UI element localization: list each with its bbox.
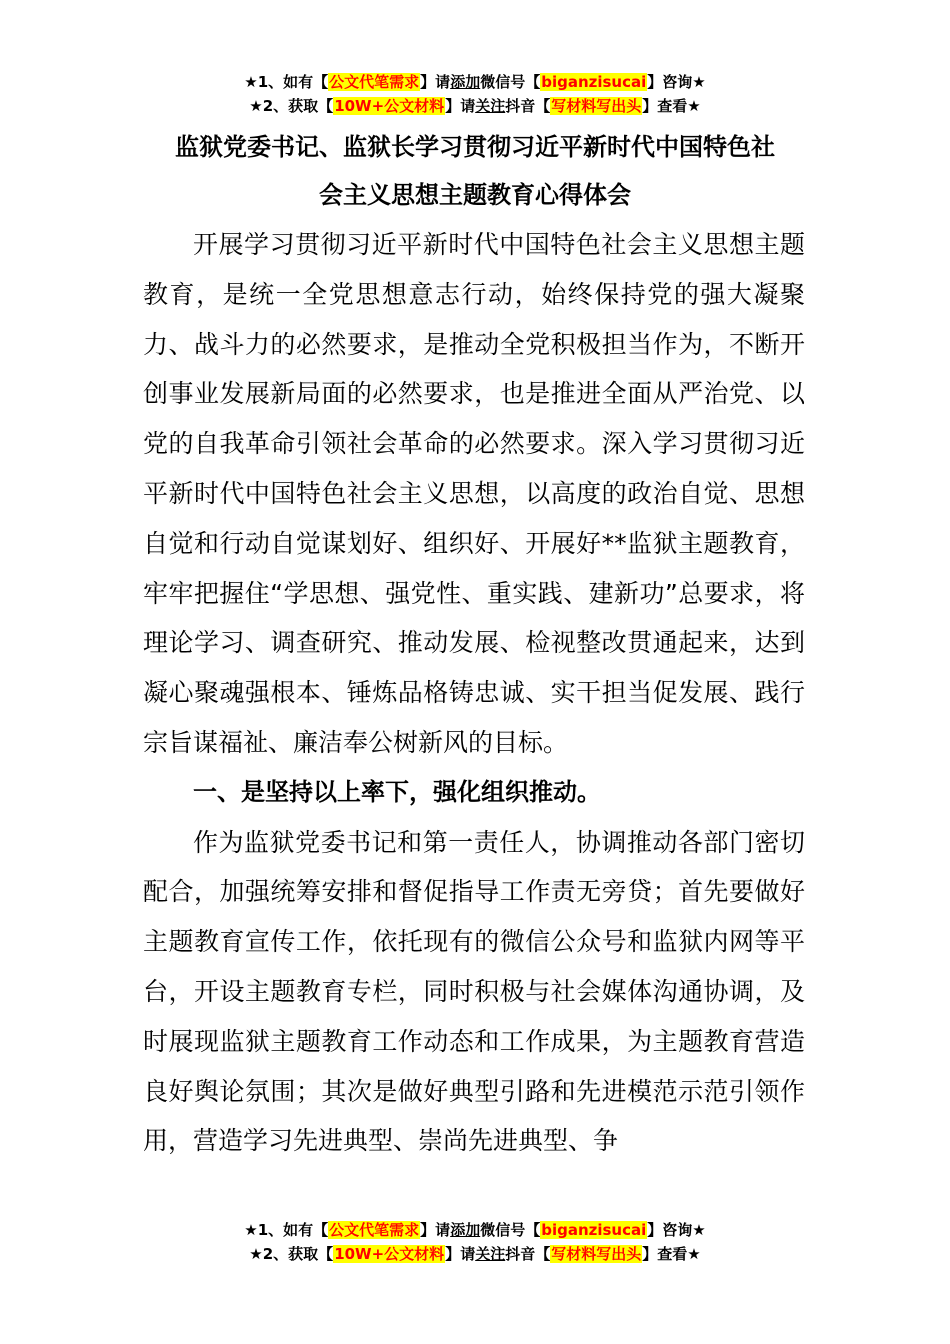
document-title-line-2: 会主义思想主题教育心得体会: [319, 181, 631, 209]
promo-text: 微信号【: [480, 73, 541, 91]
promo-text: 】咨询★: [647, 73, 706, 91]
promo-account: 写材料写出头: [551, 1245, 642, 1263]
promo-emphasis: 关注: [475, 97, 506, 115]
promo-text: 】查看★: [642, 1245, 701, 1263]
promo-account: biganzisucai: [541, 73, 647, 91]
body-paragraph: 开展学习贯彻习近平新时代中国特色社会主义思想主题教育，是统一全党思想意志行动，始终保持党的强大凝聚力、战斗力的必然要求，是推动全党积极担当作为，不断开创事业发展新局面的必然要求，也是推进全面从严治党、以党的自我革命引领社会革命的必然要求。深入学习贯彻习近平新时代中国特色社会主义思想，以高度的政治自觉、思想自觉和行动自觉谋划好、组织好、开展好**监狱主题教育，牢牢把握住“学思想、强党性、重实践、建新功”总要求，将理论学习、调查研究、推动发展、检视整改贯通起来，达到凝心聚魂强根本、锤炼品格铸忠诚、实干担当促发展、践行宗旨谋福祉、廉洁奉公树新风的目标。: [143, 230, 805, 757]
promo-banner-top: [0, 70, 950, 118]
promo-emphasis: 添加: [450, 73, 481, 91]
promo-emphasis: 添加: [450, 1221, 481, 1239]
promo-account: 写材料写出头: [551, 97, 642, 115]
promo-text: ★1、如有【: [244, 1221, 329, 1239]
promo-text: 】请: [445, 1245, 476, 1263]
promo-text: 】查看★: [642, 97, 701, 115]
promo-banner-bottom: [0, 1218, 950, 1266]
promo-line-2: [0, 94, 950, 118]
promo-text: 】请: [420, 73, 451, 91]
promo-line-1: [0, 1218, 950, 1242]
promo-text: 】请: [445, 97, 476, 115]
promo-line-2: [0, 1242, 950, 1266]
document-title-line-1: 监狱党委书记、监狱长学习贯彻习近平新时代中国特色社: [175, 133, 775, 161]
promo-line-1: [0, 70, 950, 94]
promo-text: 微信号【: [480, 1221, 541, 1239]
promo-highlight: 10W+公文材料: [334, 97, 445, 115]
promo-highlight: 10W+公文材料: [334, 1245, 445, 1263]
section-heading: 一、是坚持以上率下，强化组织推动。: [193, 777, 601, 806]
promo-highlight: 公文代笔需求: [329, 73, 420, 91]
promo-account: biganzisucai: [541, 1221, 647, 1239]
promo-text: 】请: [420, 1221, 451, 1239]
promo-text: 抖音【: [505, 97, 551, 115]
promo-highlight: 公文代笔需求: [329, 1221, 420, 1239]
promo-emphasis: 关注: [475, 1245, 506, 1263]
promo-text: ★2、获取【: [249, 1245, 334, 1263]
document-body: [143, 220, 805, 1166]
promo-text: 】咨询★: [647, 1221, 706, 1239]
promo-text: ★2、获取【: [249, 97, 334, 115]
body-paragraph: 作为监狱党委书记和第一责任人，协调推动各部门密切配合，加强统筹安排和督促指导工作责无旁贷；首先要做好主题教育宣传工作，依托现有的微信公众号和监狱内网等平台，开设主题教育专栏，同时积极与社会媒体沟通协调，及时展现监狱主题教育工作动态和工作成果，为主题教育营造良好舆论氛围；其次是做好典型引路和先进模范示范引领作用，营造学习先进典型、崇尚先进典型、争: [143, 827, 805, 1156]
promo-text: ★1、如有【: [244, 73, 329, 91]
promo-text: 抖音【: [505, 1245, 551, 1263]
